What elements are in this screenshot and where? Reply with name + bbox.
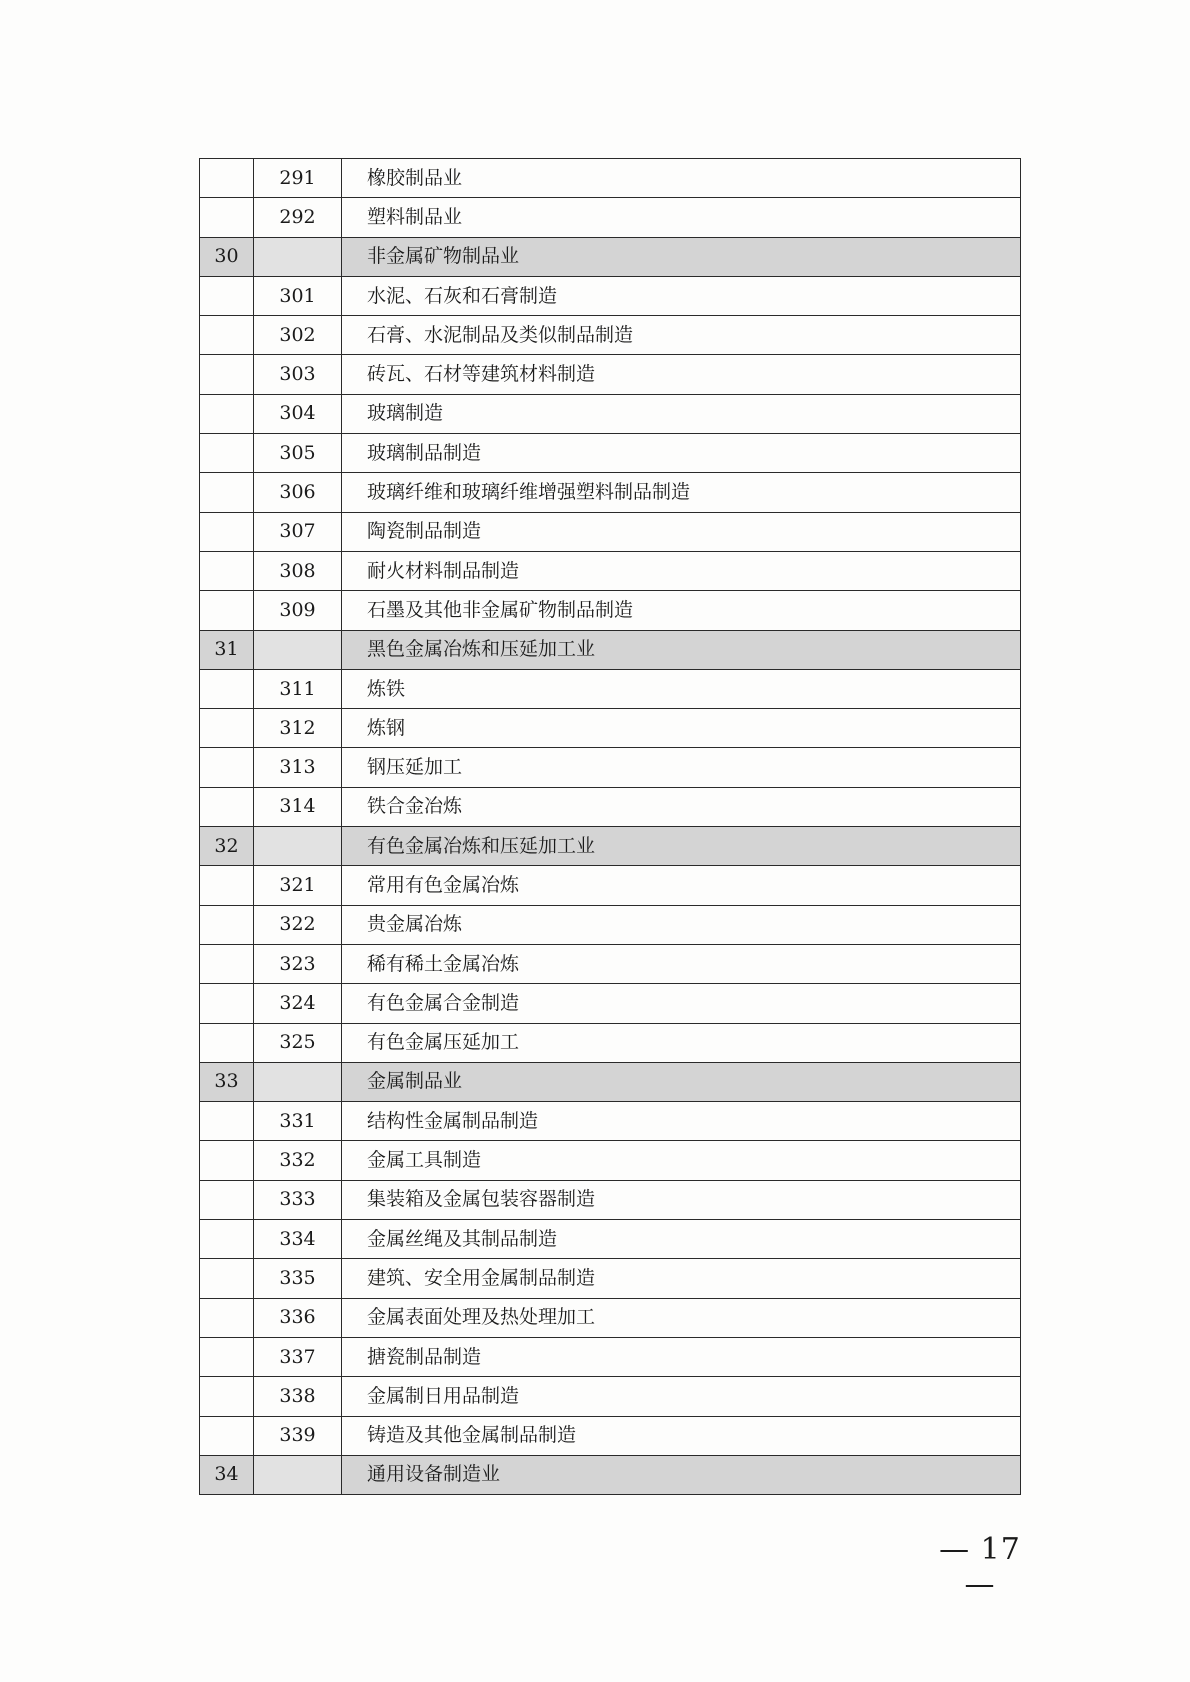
mid-code-cell: 334 — [254, 1220, 342, 1259]
table-row — [200, 434, 1021, 473]
major-code-cell: 31 — [200, 630, 254, 669]
category-name-cell: 耐火材料制品制造 — [342, 551, 1021, 590]
major-code-cell — [200, 1337, 254, 1376]
mid-code-cell: 325 — [254, 1023, 342, 1062]
table-row — [200, 1220, 1021, 1259]
major-code-cell — [200, 394, 254, 433]
category-name-cell: 有色金属冶炼和压延加工业 — [342, 827, 1021, 866]
major-code-cell — [200, 669, 254, 708]
mid-code-cell: 303 — [254, 355, 342, 394]
major-code-cell — [200, 787, 254, 826]
table-row — [200, 709, 1021, 748]
major-code-cell — [200, 1220, 254, 1259]
category-name-cell: 金属制品业 — [342, 1062, 1021, 1101]
major-code-cell — [200, 276, 254, 315]
category-name-cell: 有色金属合金制造 — [342, 984, 1021, 1023]
mid-code-cell: 302 — [254, 316, 342, 355]
mid-code-cell: 338 — [254, 1377, 342, 1416]
mid-code-cell: 313 — [254, 748, 342, 787]
category-name-cell: 金属工具制造 — [342, 1141, 1021, 1180]
category-name-cell: 炼钢 — [342, 709, 1021, 748]
category-name-cell: 通用设备制造业 — [342, 1455, 1021, 1494]
category-name-cell: 石膏、水泥制品及类似制品制造 — [342, 316, 1021, 355]
category-name-cell: 黑色金属冶炼和压延加工业 — [342, 630, 1021, 669]
section-row — [200, 1062, 1021, 1101]
category-name-cell: 非金属矿物制品业 — [342, 237, 1021, 276]
major-code-cell — [200, 1416, 254, 1455]
table-row — [200, 551, 1021, 590]
mid-code-cell: 309 — [254, 591, 342, 630]
table-row — [200, 1023, 1021, 1062]
major-code-cell — [200, 1102, 254, 1141]
mid-code-cell: 333 — [254, 1180, 342, 1219]
major-code-cell — [200, 434, 254, 473]
major-code-cell — [200, 1377, 254, 1416]
mid-code-cell: 307 — [254, 512, 342, 551]
table-body — [200, 159, 1021, 1495]
mid-code-cell: 332 — [254, 1141, 342, 1180]
mid-code-cell: 321 — [254, 866, 342, 905]
table-row — [200, 1377, 1021, 1416]
category-name-cell: 钢压延加工 — [342, 748, 1021, 787]
category-name-cell: 砖瓦、石材等建筑材料制造 — [342, 355, 1021, 394]
table-row — [200, 355, 1021, 394]
category-name-cell: 结构性金属制品制造 — [342, 1102, 1021, 1141]
table-row — [200, 866, 1021, 905]
mid-code-cell — [254, 237, 342, 276]
table-row — [200, 276, 1021, 315]
major-code-cell — [200, 1180, 254, 1219]
mid-code-cell: 331 — [254, 1102, 342, 1141]
major-code-cell — [200, 1298, 254, 1337]
mid-code-cell: 339 — [254, 1416, 342, 1455]
major-code-cell — [200, 159, 254, 198]
category-name-cell: 炼铁 — [342, 669, 1021, 708]
category-name-cell: 建筑、安全用金属制品制造 — [342, 1259, 1021, 1298]
mid-code-cell — [254, 630, 342, 669]
major-code-cell — [200, 355, 254, 394]
major-code-cell — [200, 1023, 254, 1062]
category-name-cell: 橡胶制品业 — [342, 159, 1021, 198]
section-row — [200, 237, 1021, 276]
category-name-cell: 金属制日用品制造 — [342, 1377, 1021, 1416]
table-row — [200, 198, 1021, 237]
mid-code-cell: 306 — [254, 473, 342, 512]
table-row — [200, 1102, 1021, 1141]
mid-code-cell: 314 — [254, 787, 342, 826]
major-code-cell — [200, 1141, 254, 1180]
mid-code-cell: 322 — [254, 905, 342, 944]
mid-code-cell: 336 — [254, 1298, 342, 1337]
major-code-cell: 34 — [200, 1455, 254, 1494]
mid-code-cell — [254, 827, 342, 866]
mid-code-cell: 291 — [254, 159, 342, 198]
mid-code-cell — [254, 1455, 342, 1494]
category-name-cell: 集装箱及金属包装容器制造 — [342, 1180, 1021, 1219]
major-code-cell — [200, 984, 254, 1023]
category-name-cell: 石墨及其他非金属矿物制品制造 — [342, 591, 1021, 630]
major-code-cell: 32 — [200, 827, 254, 866]
category-name-cell: 塑料制品业 — [342, 198, 1021, 237]
category-name-cell: 铁合金冶炼 — [342, 787, 1021, 826]
table-row — [200, 1298, 1021, 1337]
table-row — [200, 159, 1021, 198]
category-name-cell: 玻璃纤维和玻璃纤维增强塑料制品制造 — [342, 473, 1021, 512]
major-code-cell — [200, 866, 254, 905]
mid-code-cell: 305 — [254, 434, 342, 473]
industry-code-table — [199, 158, 1021, 1495]
category-name-cell: 稀有稀土金属冶炼 — [342, 944, 1021, 983]
major-code-cell — [200, 905, 254, 944]
major-code-cell — [200, 551, 254, 590]
table-row — [200, 1416, 1021, 1455]
section-row — [200, 1455, 1021, 1494]
major-code-cell — [200, 316, 254, 355]
category-name-cell: 搪瓷制品制造 — [342, 1337, 1021, 1376]
table-row — [200, 1141, 1021, 1180]
major-code-cell — [200, 748, 254, 787]
page-number: — 17 — — [939, 1532, 1021, 1602]
table-row — [200, 984, 1021, 1023]
major-code-cell — [200, 473, 254, 512]
mid-code-cell: 304 — [254, 394, 342, 433]
mid-code-cell: 301 — [254, 276, 342, 315]
mid-code-cell: 312 — [254, 709, 342, 748]
table-row — [200, 316, 1021, 355]
table-row — [200, 394, 1021, 433]
category-name-cell: 金属表面处理及热处理加工 — [342, 1298, 1021, 1337]
major-code-cell — [200, 512, 254, 551]
major-code-cell — [200, 709, 254, 748]
table-row — [200, 787, 1021, 826]
mid-code-cell: 324 — [254, 984, 342, 1023]
section-row — [200, 630, 1021, 669]
category-name-cell: 金属丝绳及其制品制造 — [342, 1220, 1021, 1259]
table-row — [200, 1337, 1021, 1376]
category-name-cell: 常用有色金属冶炼 — [342, 866, 1021, 905]
category-name-cell: 有色金属压延加工 — [342, 1023, 1021, 1062]
table-row — [200, 1259, 1021, 1298]
mid-code-cell: 292 — [254, 198, 342, 237]
table-row — [200, 944, 1021, 983]
major-code-cell: 33 — [200, 1062, 254, 1101]
table-row — [200, 591, 1021, 630]
category-name-cell: 铸造及其他金属制品制造 — [342, 1416, 1021, 1455]
major-code-cell — [200, 1259, 254, 1298]
table-row — [200, 905, 1021, 944]
major-code-cell: 30 — [200, 237, 254, 276]
mid-code-cell: 311 — [254, 669, 342, 708]
table-row — [200, 1180, 1021, 1219]
section-row — [200, 827, 1021, 866]
category-name-cell: 贵金属冶炼 — [342, 905, 1021, 944]
mid-code-cell: 337 — [254, 1337, 342, 1376]
mid-code-cell: 323 — [254, 944, 342, 983]
category-name-cell: 玻璃制品制造 — [342, 434, 1021, 473]
mid-code-cell — [254, 1062, 342, 1101]
mid-code-cell: 335 — [254, 1259, 342, 1298]
table-row — [200, 512, 1021, 551]
table-row — [200, 748, 1021, 787]
mid-code-cell: 308 — [254, 551, 342, 590]
major-code-cell — [200, 944, 254, 983]
major-code-cell — [200, 198, 254, 237]
table-row — [200, 669, 1021, 708]
category-name-cell: 陶瓷制品制造 — [342, 512, 1021, 551]
table-row — [200, 473, 1021, 512]
category-name-cell: 玻璃制造 — [342, 394, 1021, 433]
category-name-cell: 水泥、石灰和石膏制造 — [342, 276, 1021, 315]
major-code-cell — [200, 591, 254, 630]
